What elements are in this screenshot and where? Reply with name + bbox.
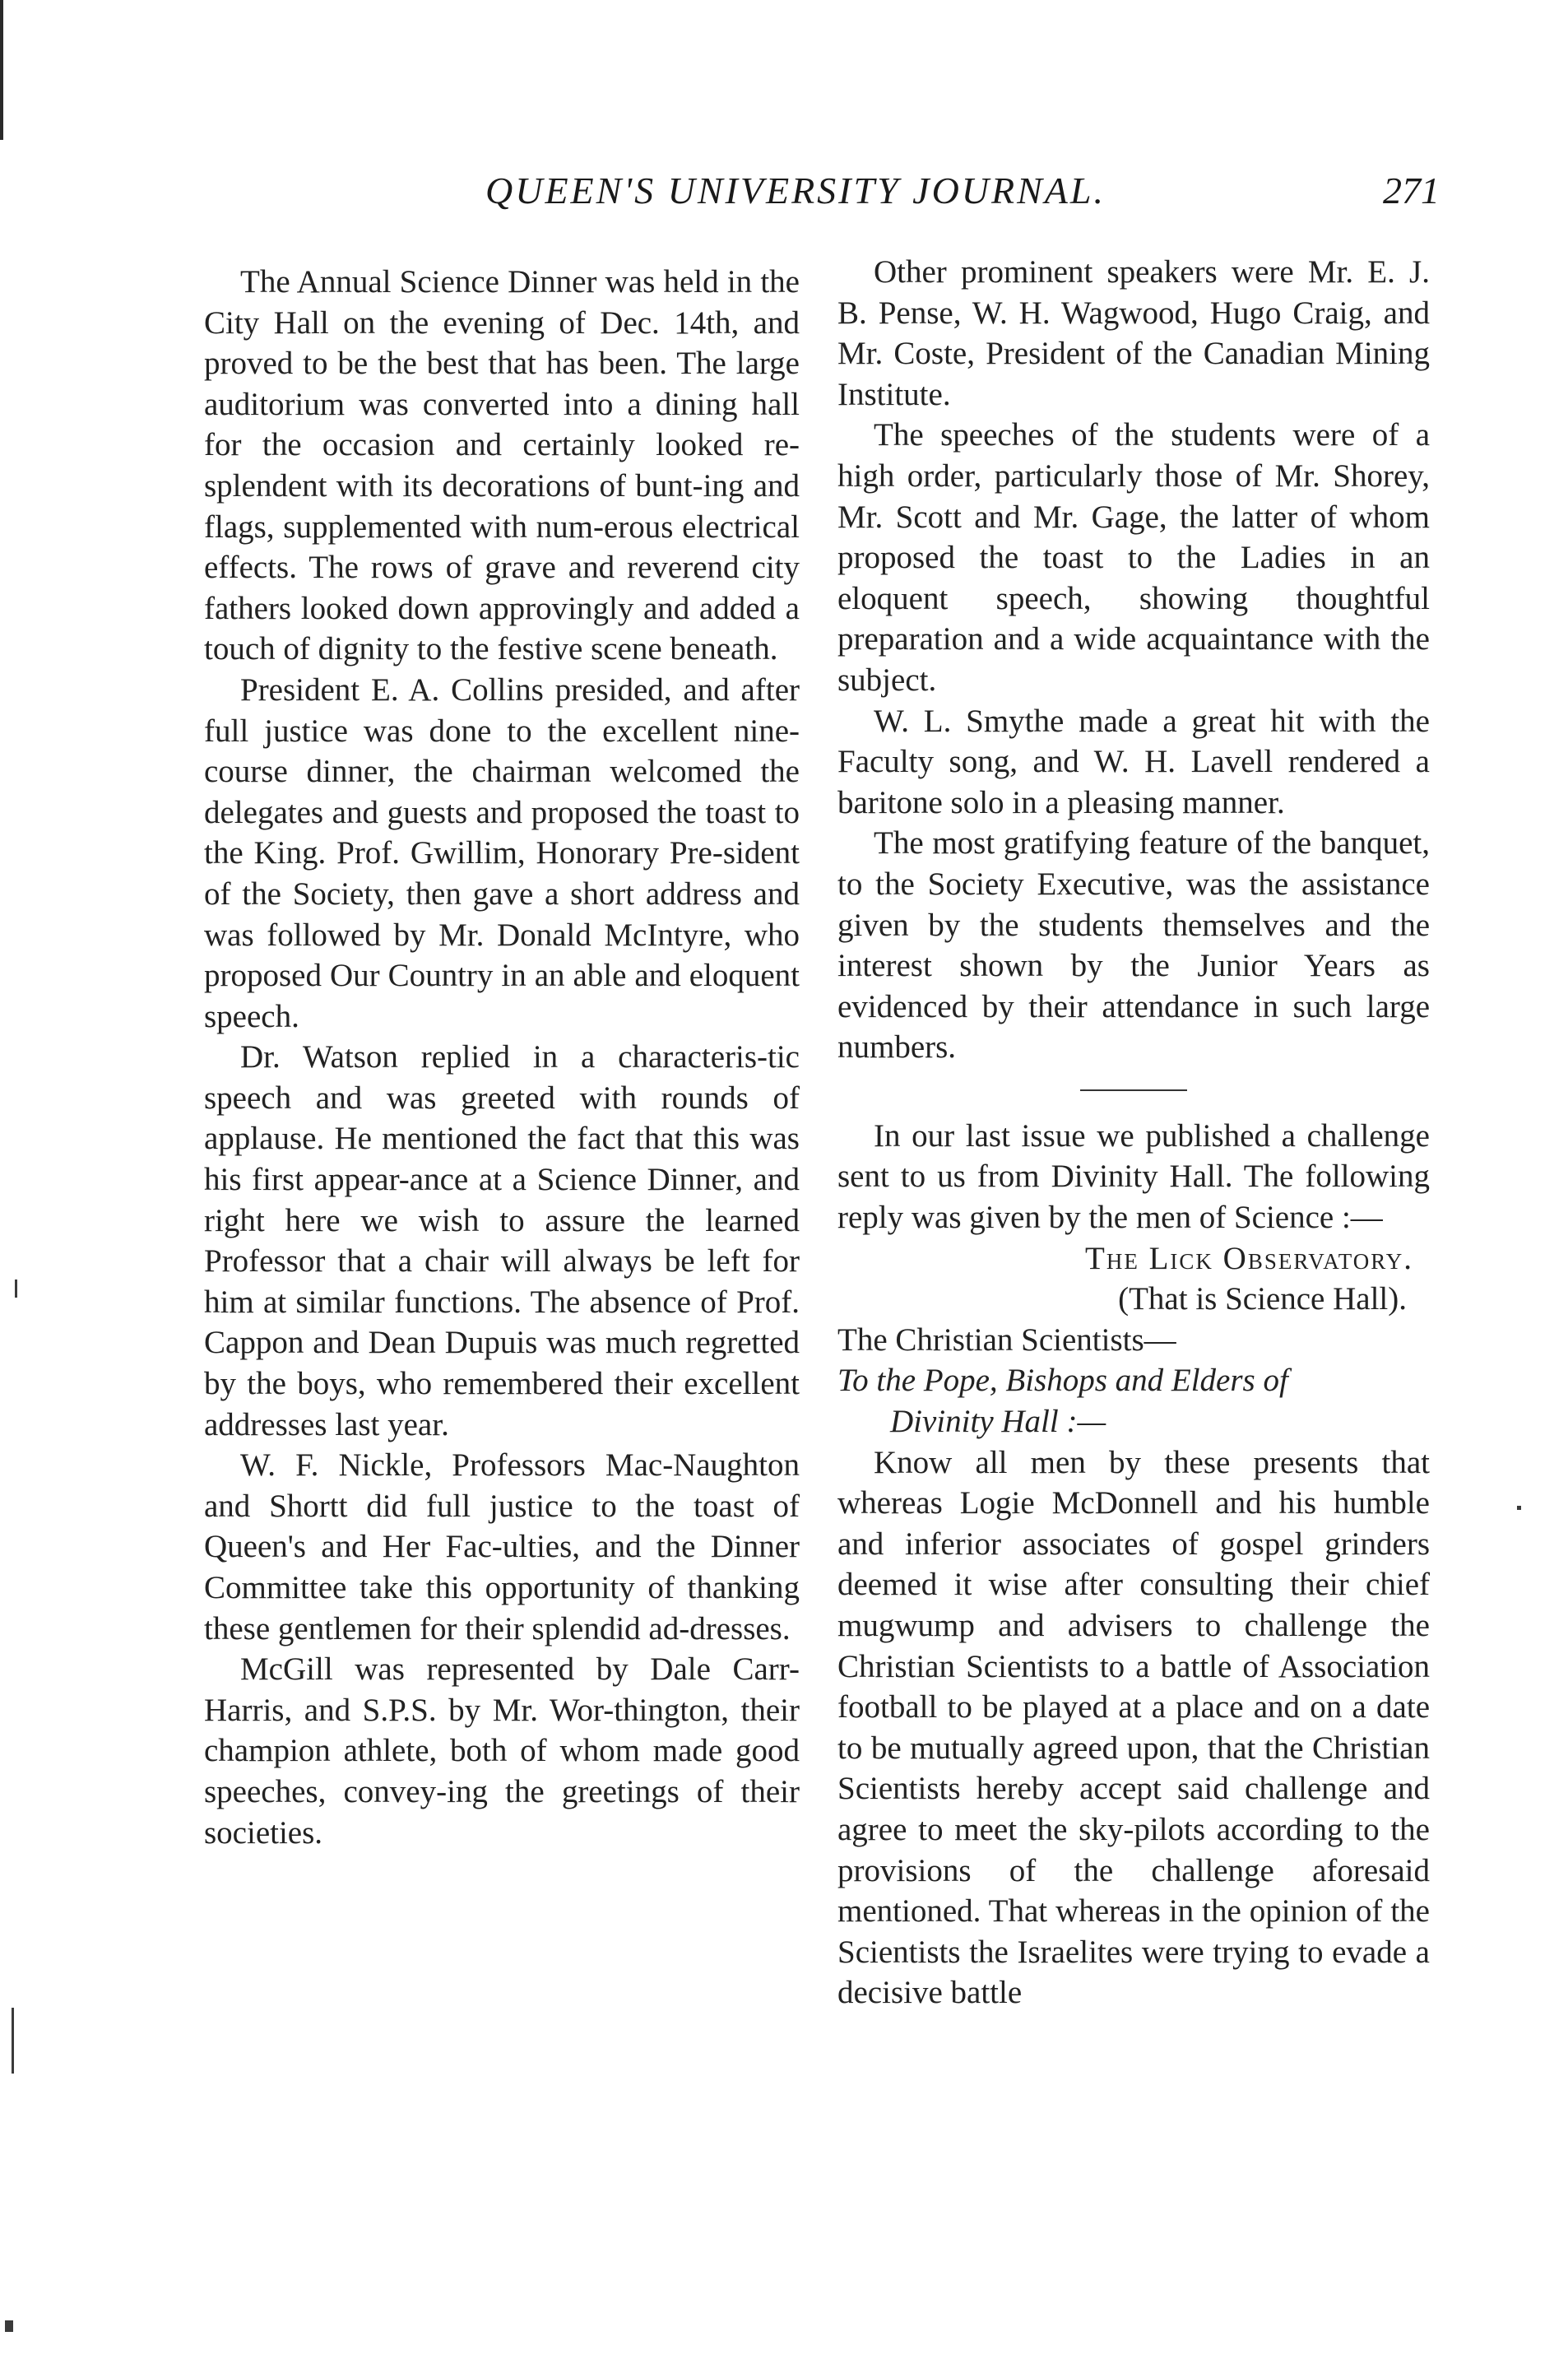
paragraph-dr-watson: Dr. Watson replied in a characteris-tic speech and was greeted with rounds of applause. He mentioned the fact that this was his first appear-ance at a Science Dinner, and right here we wish to assure the learned Professor that a chair will always be left for him at similar functions. The absence of Prof. Cappon and Dean Dupuis was much regretted by the boys, who remembered their excellent addresses last year. xyxy=(204,1039,800,1442)
paragraph-other-speakers: Other prominent speakers were Mr. E. J. B. Pense, W. H. Wagwood, Hugo Craig, and Mr. Coste, President of the Canadian Mining Institute. xyxy=(837,254,1430,412)
scan-speck xyxy=(12,2008,14,2074)
page-header xyxy=(485,169,1440,226)
paragraph-student-speeches: The speeches of the students were of a high order, particularly those of Mr. Shorey, Mr. Scott and Mr. Gage, the latter of whom proposed the toast to the Ladies in an eloquent speech, showing thoughtful preparation and a wide acquaintance with the subject. xyxy=(837,417,1430,698)
right-column xyxy=(837,252,1430,2013)
scan-speck xyxy=(1517,1506,1521,1510)
running-title: QUEEN'S UNIVERSITY JOURNAL. xyxy=(485,170,1106,211)
page-number: 271 xyxy=(1383,170,1440,211)
section-divider xyxy=(1080,1089,1187,1091)
paragraph-science-dinner: The Annual Science Dinner was held in the City Hall on the evening of Dec. 14th, and proved to be the best that has been. The large auditorium was converted into a dining hall for the occasion and certainly looked re-splendent with its decorations of bunt-ing and flags, supplemented with num-erous electrical effects. The rows of grave and reverend city fathers looked down approvingly and added a touch of dignity to the festive scene beneath. xyxy=(204,264,800,667)
page-edge-mark xyxy=(0,0,3,140)
letter-place: The Lick Observatory. xyxy=(1085,1240,1413,1276)
scan-speck xyxy=(5,2320,13,2332)
letter-addressee: To the Pope, Bishops and Elders of xyxy=(837,1363,1288,1399)
paragraph-challenge-intro: In our last issue we published a challenge sent to us from Divinity Hall. The following reply was given by the men of Science :— xyxy=(837,1117,1430,1236)
letter-addressee-continued: Divinity Hall :— xyxy=(890,1404,1106,1440)
letter-place-note: (That is Science Hall). xyxy=(1118,1281,1407,1317)
left-column xyxy=(204,262,800,1853)
paragraph-gratifying-feature: The most gratifying feature of the banquet, to the Society Executive, was the assistance given by the students themselves and the interest shown by the Junior Years as evidenced by their attendance in such large numbers. xyxy=(837,825,1430,1066)
paragraph-mcgill: McGill was represented by Dale Carr-Harris, and S.P.S. by Mr. Wor-thington, their champion athlete, both of whom made good speeches, convey-ing the greetings of their societies. xyxy=(204,1651,800,1851)
paragraph-smythe: W. L. Smythe made a great hit with the Faculty song, and W. H. Lavell rendered a baritone solo in a pleasing manner. xyxy=(837,703,1430,820)
paragraph-letter-body: Know all men by these presents that whereas Logie McDonnell and his humble and inferior associates of gospel grinders deemed it wise after consulting their chief mugwump and advisers to challenge the Christian Scientists to a battle of Association football to be played at a place and on a date to be mutually agreed upon, that the Christian Scientists hereby accept said challenge and agree to meet the sky-pilots according to the provisions of the challenge aforesaid mentioned. That whereas in the opinion of the Scientists the Israelites were trying to evade a decisive battle xyxy=(837,1444,1430,2011)
letter-from: The Christian Scientists— xyxy=(837,1321,1176,1358)
paragraph-collins-presided: President E. A. Collins presided, and after full justice was done to the excellent nine-course dinner, the chairman welcomed the delegates and guests and proposed the toast to the King. Prof. Gwillim, Honorary Pre-sident of the Society, then gave a short address and was followed by Mr. Donald McIntyre, who proposed Our Country in an able and eloquent speech. xyxy=(204,671,800,1034)
scan-speck xyxy=(15,1280,17,1298)
paragraph-nickle: W. F. Nickle, Professors Mac-Naughton and Shortt did full justice to the toast of Queen's and Her Fac-ulties, and the Dinner Committee take this opportunity of thanking these gentlemen for their splendid ad-dresses. xyxy=(204,1447,800,1646)
